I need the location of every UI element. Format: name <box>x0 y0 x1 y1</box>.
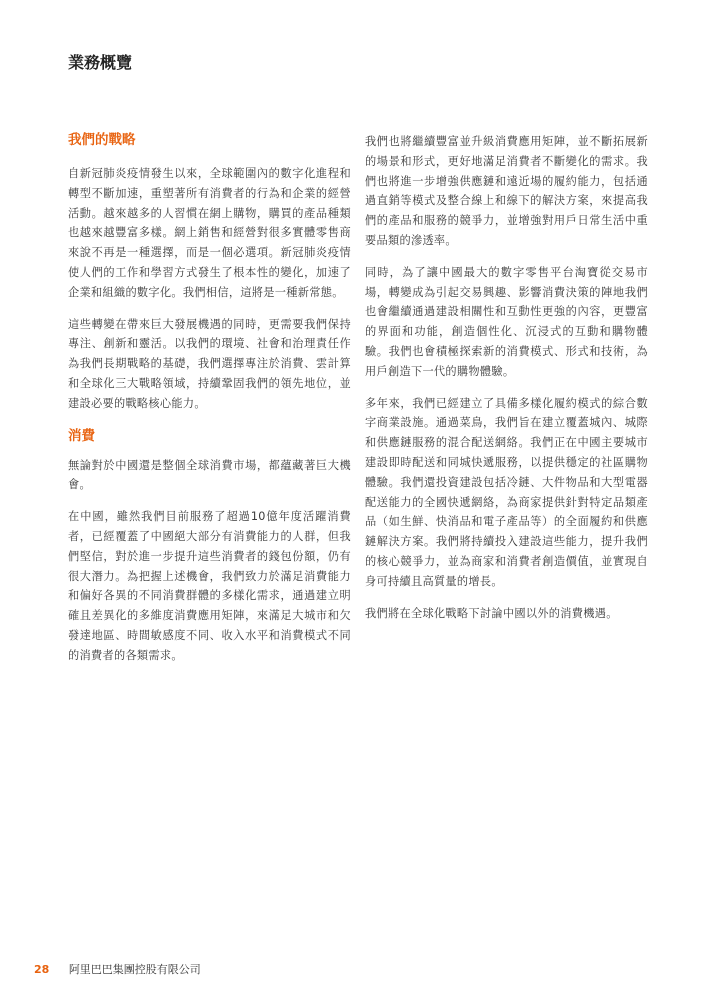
page-title: 業務概覽 <box>68 53 133 72</box>
page-footer <box>34 961 201 977</box>
page-number: 28 <box>34 963 50 976</box>
paragraph: 在中國，雖然我們目前服務了超過10億年度活躍消費者，已經覆蓋了中國絕大部分有消費能力的人群，但我們堅信，對於進一步提升這些消費者的錢包份額，仍有很大潛力。為把握上述機會，我們致力於滿足消費能力和偏好各異的不同消費群體的多樣化需求，通過建立明確且差異化的多維度消費應用矩陣，來滿足大城市和欠發達地區、時間敏感度不同、收入水平和消費模式不同的消費者的各類需求。 <box>68 510 351 662</box>
paragraph: 我們也將繼續豐富並升級消費應用矩陣，並不斷拓展新的場景和形式，更好地滿足消費者不斷變化的需求。我們也將進一步增強供應鏈和遠近場的履約能力，包括通過直銷等模式及整合線上和線下的解決方案，來提高我們的產品和服務的競爭力，並增強對用戶日常生活中重要品類的滲透率。 <box>365 135 648 247</box>
paragraph: 無論對於中國還是整個全球消費市場，都蘊藏著巨大機會。 <box>68 458 351 492</box>
right-column <box>365 132 648 635</box>
paragraph: 同時，為了讓中國最大的數字零售平台淘寶從交易市場，轉變成為引起交易興趣、影響消費決策的陣地我們也會繼續通過建設相關性和互動性更強的內容，更豐富的界面和功能，創造個性化、沉浸式的互動和購物體驗。我們也會積極探索新的消費模式、形式和技術，為用戶創造下一代的購物體驗。 <box>365 265 648 378</box>
section-heading-strategy: 我們的戰略 <box>68 132 136 148</box>
paragraph: 這些轉變在帶來巨大發展機遇的同時，更需要我們保持專注、創新和靈活。以我們的環境、社會和治理責任作為我們長期戰略的基礎，我們選擇專注於消費、雲計算和全球化三大戰略領域，持續鞏固我們的領先地位，並建設必要的戰略核心能力。 <box>68 317 351 410</box>
paragraph: 我們將在全球化戰略下討論中國以外的消費機遇。 <box>365 606 618 620</box>
company-name: 阿里巴巴集團控股有限公司 <box>68 963 201 976</box>
paragraph: 自新冠肺炎疫情發生以來，全球範圍內的數字化進程和轉型不斷加速，重塑著所有消費者的行為和企業的經營活動。越來越多的人習慣在網上購物，購買的產品種類也越來越豐富多樣。網上銷售和經營對很多實體零售商來說不再是一種選擇，而是一個必選項。新冠肺炎疫情使人們的工作和學習方式發生了根本性的變化，加速了企業和組織的數字化。我們相信，這將是一種新常態。 <box>68 167 351 299</box>
paragraph: 多年來，我們已經建立了具備多樣化履約模式的綜合數字商業設施。通過菜鳥，我們旨在建立覆蓋城內、城際和供應鏈服務的混合配送網絡。我們正在中國主要城市建設即時配送和同城快遞服務，以提供穩定的社區購物體驗。我們還投資建設包括冷鏈、大件物品和大型電器配送能力的全國快遞網絡，為商家提供針對特定品類產品（如生鮮、快消品和電子產品等）的全面履約和供應鏈解決方案。我們將持續投入建設這些能力，提升我們的核心競爭力，並為商家和消費者創造價值，並實現自身可持續且高質量的增長。 <box>365 396 648 588</box>
left-column <box>68 130 351 678</box>
section-heading-consumption: 消費 <box>68 427 95 444</box>
